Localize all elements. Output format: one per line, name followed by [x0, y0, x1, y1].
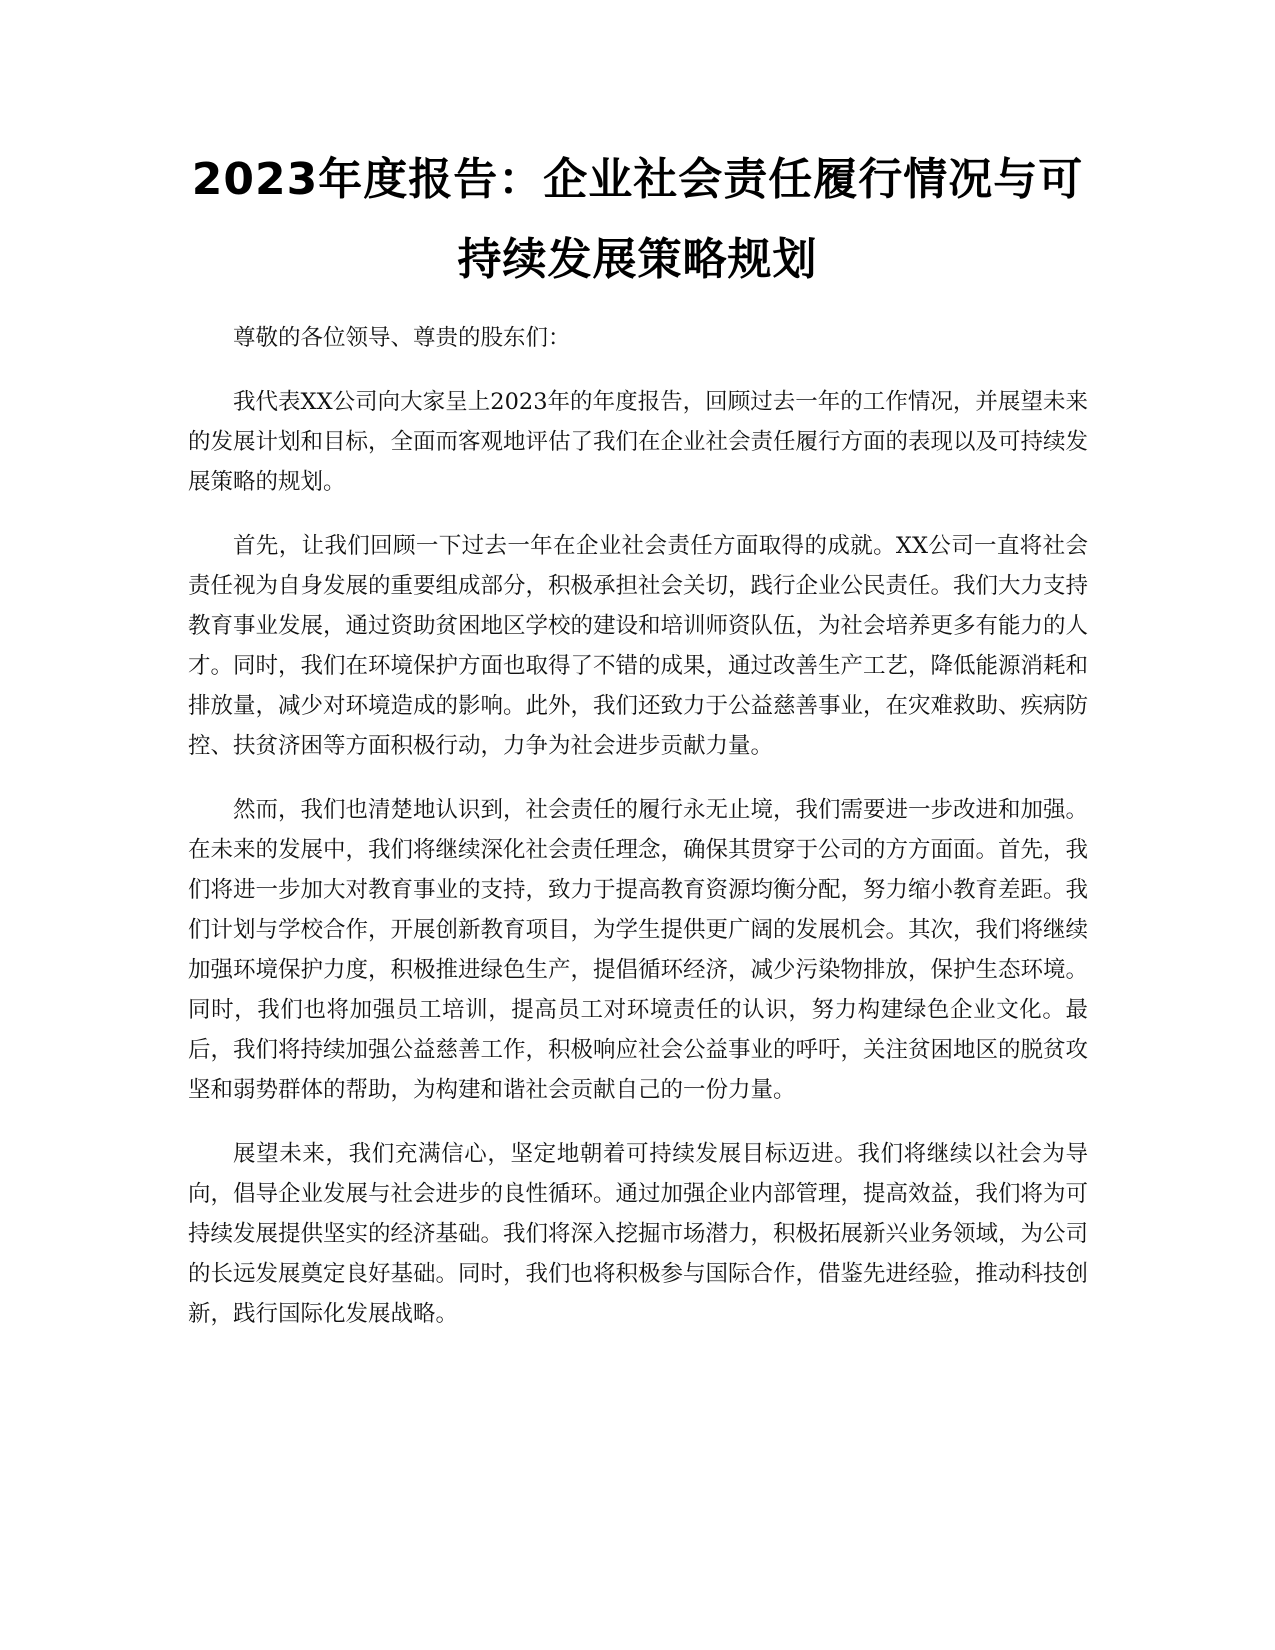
- salutation-paragraph: 尊敬的各位领导、尊贵的股东们：: [233, 325, 571, 351]
- outlook-paragraph: 展望未来，我们充满信心，坚定地朝着可持续发展目标迈进。我们将继续以社会为导向，倡导企业发展与社会进步的良性循环。通过加强企业内部管理，提高效益，我们将为可持续发展提供坚实的经济基础。我们将深入挖掘市场潜力，积极拓展新兴业务领域，为公司的长远发展奠定良好基础。同时，我们也将积极参与国际合作，借鉴先进经验，推动科技创新，践行国际化发展战略。: [188, 1141, 1089, 1327]
- achievements-paragraph: 首先，让我们回顾一下过去一年在企业社会责任方面取得的成就。XX公司一直将社会责任视为自身发展的重要组成部分，积极承担社会关切，践行企业公民责任。我们大力支持教育事业发展，通过资助贫困地区学校的建设和培训师资队伍，为社会培养更多有能力的人才。同时，我们在环境保护方面也取得了不错的成果，通过改善生产工艺，降低能源消耗和排放量，减少对环境造成的影响。此外，我们还致力于公益慈善事业，在灾难救助、疾病防控、扶贫济困等方面积极行动，力争为社会进步贡献力量。: [188, 533, 1089, 759]
- improvement-paragraph: 然而，我们也清楚地认识到，社会责任的履行永无止境，我们需要进一步改进和加强。在未来的发展中，我们将继续深化社会责任理念，确保其贯穿于公司的方方面面。首先，我们将进一步加大对教育事业的支持，致力于提高教育资源均衡分配，努力缩小教育差距。我们计划与学校合作，开展创新教育项目，为学生提供更广阔的发展机会。其次，我们将继续加强环境保护力度，积极推进绿色生产，提倡循环经济，减少污染物排放，保护生态环境。同时，我们也将加强员工培训，提高员工对环境责任的认识，努力构建绿色企业文化。最后，我们将持续加强公益慈善工作，积极响应社会公益事业的呼吁，关注贫困地区的脱贫攻坚和弱势群体的帮助，为构建和谐社会贡献自己的一份力量。: [188, 797, 1089, 1103]
- document-body: [188, 318, 1088, 1358]
- intro-paragraph: 我代表XX公司向大家呈上2023年的年度报告，回顾过去一年的工作情况，并展望未来的发展计划和目标，全面而客观地评估了我们在企业社会责任履行方面的表现以及可持续发展策略的规划。: [188, 389, 1089, 495]
- document-title: 2023年度报告：企业社会责任履行情况与可持续发展策略规划: [191, 154, 1084, 285]
